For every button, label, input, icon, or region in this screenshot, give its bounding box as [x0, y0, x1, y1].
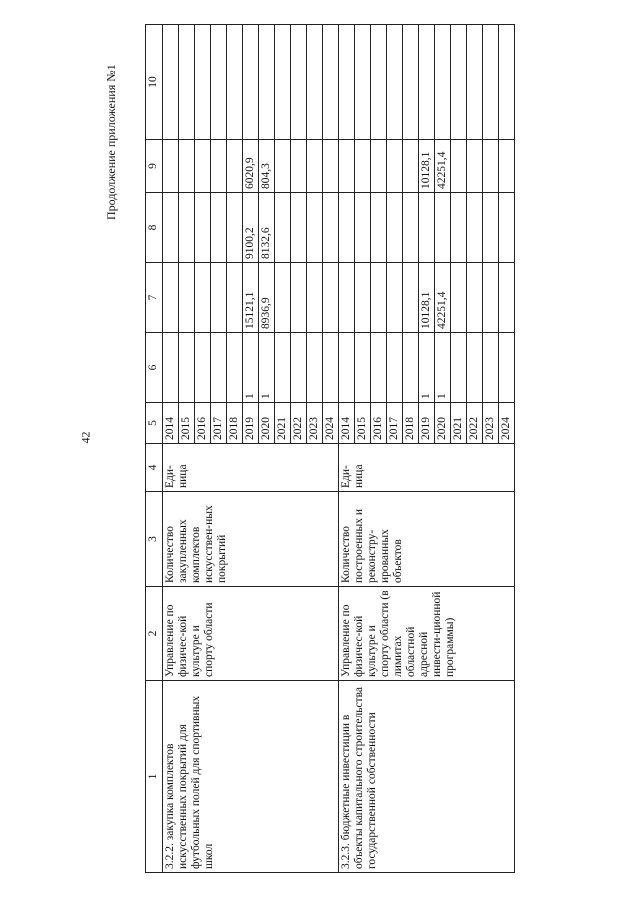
value-cell-c8: [179, 140, 195, 193]
value-cell-c7: [195, 193, 211, 263]
value-cell-c10: [227, 25, 243, 140]
value-cell-c10: [467, 25, 483, 140]
page-number: 42: [78, 431, 93, 444]
year-cell: 2023: [483, 403, 499, 444]
value-cell-c5: [451, 333, 467, 403]
value-cell-c6: [339, 263, 355, 333]
year-cell: 2020: [435, 403, 451, 444]
year-cell: 2015: [355, 403, 371, 444]
value-cell-c6: [403, 263, 419, 333]
value-cell-c6: [323, 263, 339, 333]
year-cell: 2021: [451, 403, 467, 444]
value-cell-c10: [323, 25, 339, 140]
value-cell-c6: 10128,1: [419, 263, 435, 333]
value-cell-c6: [371, 263, 387, 333]
value-cell-c6: 42251,4: [435, 263, 451, 333]
value-cell-c8: [275, 140, 291, 193]
value-cell-c10: [419, 25, 435, 140]
value-cell-c7: [227, 193, 243, 263]
value-cell-c10: [435, 25, 451, 140]
table-body: [163, 25, 515, 873]
value-cell-c7: [403, 193, 419, 263]
value-cell-c10: [483, 25, 499, 140]
value-cell-c5: [307, 333, 323, 403]
value-cell-c8: 6020,9: [243, 140, 259, 193]
value-cell-c7: [451, 193, 467, 263]
cell-c1: 3.2.3. бюджетные инвестиции в объекты капитального строительства государственной собственности: [339, 681, 515, 873]
year-cell: 2024: [323, 403, 339, 444]
year-cell: 2019: [419, 403, 435, 444]
value-cell-c6: [211, 263, 227, 333]
value-cell-c5: [227, 333, 243, 403]
value-cell-c6: [163, 263, 179, 333]
value-cell-c7: [339, 193, 355, 263]
value-cell-c6: [451, 263, 467, 333]
value-cell-c5: [163, 333, 179, 403]
cell-c1: 3.2.2. закупка комплектов искусственных покрытий для футбольных полей для спортивных школ: [163, 681, 339, 873]
column-header-3: 3: [146, 492, 163, 587]
value-cell-c8: [307, 140, 323, 193]
year-cell: 2017: [211, 403, 227, 444]
value-cell-c8: [211, 140, 227, 193]
year-cell: 2023: [307, 403, 323, 444]
year-cell: 2022: [467, 403, 483, 444]
value-cell-c6: [483, 263, 499, 333]
cell-c4: Еди-ница: [163, 444, 339, 492]
value-cell-c5: [499, 333, 515, 403]
value-cell-c8: [227, 140, 243, 193]
value-cell-c8: 42251,4: [435, 140, 451, 193]
year-cell: 2016: [195, 403, 211, 444]
cell-c3: Количество построенных и реконстру-ированных объектов: [339, 492, 515, 587]
value-cell-c10: [403, 25, 419, 140]
year-cell: 2021: [275, 403, 291, 444]
column-header-10: 10: [146, 25, 163, 140]
value-cell-c7: [355, 193, 371, 263]
value-cell-c7: [323, 193, 339, 263]
value-cell-c5: [291, 333, 307, 403]
value-cell-c5: 1: [419, 333, 435, 403]
year-cell: 2024: [499, 403, 515, 444]
value-cell-c8: [467, 140, 483, 193]
value-cell-c8: 10128,1: [419, 140, 435, 193]
value-cell-c5: [403, 333, 419, 403]
year-cell: 2018: [403, 403, 419, 444]
value-cell-c6: [387, 263, 403, 333]
year-cell: 2017: [387, 403, 403, 444]
value-cell-c7: [275, 193, 291, 263]
year-cell: 2014: [163, 403, 179, 444]
value-cell-c10: [291, 25, 307, 140]
value-cell-c6: [467, 263, 483, 333]
value-cell-c5: [275, 333, 291, 403]
continuation-caption: Продолжение приложения №1: [104, 64, 118, 220]
year-cell: 2020: [259, 403, 275, 444]
column-header-7: 7: [146, 263, 163, 333]
value-cell-c8: [355, 140, 371, 193]
value-cell-c8: [323, 140, 339, 193]
value-cell-c10: [499, 25, 515, 140]
value-cell-c6: [307, 263, 323, 333]
value-cell-c8: [403, 140, 419, 193]
value-cell-c6: [227, 263, 243, 333]
column-header-8: 8: [146, 193, 163, 263]
year-cell: 2019: [243, 403, 259, 444]
value-cell-c10: [451, 25, 467, 140]
value-cell-c8: [499, 140, 515, 193]
cell-c4: Еди-ница: [339, 444, 515, 492]
value-cell-c8: 804,3: [259, 140, 275, 193]
value-cell-c7: [179, 193, 195, 263]
value-cell-c6: [179, 263, 195, 333]
value-cell-c10: [387, 25, 403, 140]
column-header-2: 2: [146, 587, 163, 681]
value-cell-c7: [435, 193, 451, 263]
value-cell-c7: [211, 193, 227, 263]
value-cell-c6: [499, 263, 515, 333]
cell-c2: Управление по физичес-кой культуре и спорту области: [163, 587, 339, 681]
value-cell-c8: [483, 140, 499, 193]
value-cell-c7: [371, 193, 387, 263]
value-cell-c8: [339, 140, 355, 193]
value-cell-c7: [387, 193, 403, 263]
value-cell-c10: [195, 25, 211, 140]
value-cell-c8: [371, 140, 387, 193]
value-cell-c5: [323, 333, 339, 403]
value-cell-c5: 1: [259, 333, 275, 403]
value-cell-c10: [275, 25, 291, 140]
column-header-6: 6: [146, 333, 163, 403]
value-cell-c6: [291, 263, 307, 333]
column-header-9: 9: [146, 140, 163, 193]
value-cell-c5: 1: [435, 333, 451, 403]
value-cell-c5: [195, 333, 211, 403]
value-cell-c5: [371, 333, 387, 403]
value-cell-c8: [451, 140, 467, 193]
value-cell-c8: [387, 140, 403, 193]
value-cell-c7: [419, 193, 435, 263]
cell-c3: Количество закупленных комплектов искусствен-ных покрытий: [163, 492, 339, 587]
value-cell-c7: [307, 193, 323, 263]
value-cell-c7: 9100,2: [243, 193, 259, 263]
value-cell-c6: [355, 263, 371, 333]
value-cell-c5: [179, 333, 195, 403]
year-cell: 2014: [339, 403, 355, 444]
value-cell-c5: [483, 333, 499, 403]
year-cell: 2016: [371, 403, 387, 444]
year-cell: 2015: [179, 403, 195, 444]
rotated-table-wrapper: [145, 25, 592, 873]
value-cell-c5: [355, 333, 371, 403]
value-cell-c6: 15121,1: [243, 263, 259, 333]
header-row: [146, 25, 163, 873]
program-table: [145, 24, 515, 873]
value-cell-c8: [195, 140, 211, 193]
column-header-4: 4: [146, 444, 163, 492]
value-cell-c5: 1: [243, 333, 259, 403]
value-cell-c7: [163, 193, 179, 263]
value-cell-c10: [163, 25, 179, 140]
value-cell-c10: [307, 25, 323, 140]
year-cell: 2022: [291, 403, 307, 444]
table-row: [339, 25, 355, 873]
value-cell-c7: [483, 193, 499, 263]
value-cell-c6: [275, 263, 291, 333]
value-cell-c8: [291, 140, 307, 193]
value-cell-c10: [243, 25, 259, 140]
value-cell-c10: [339, 25, 355, 140]
year-cell: 2018: [227, 403, 243, 444]
column-header-1: 1: [146, 681, 163, 873]
value-cell-c7: [291, 193, 307, 263]
value-cell-c8: [163, 140, 179, 193]
value-cell-c5: [387, 333, 403, 403]
value-cell-c5: [467, 333, 483, 403]
column-header-5: 5: [146, 403, 163, 444]
value-cell-c10: [259, 25, 275, 140]
value-cell-c5: [339, 333, 355, 403]
value-cell-c6: [195, 263, 211, 333]
value-cell-c7: 8132,6: [259, 193, 275, 263]
value-cell-c10: [211, 25, 227, 140]
value-cell-c7: [499, 193, 515, 263]
value-cell-c6: 8936,9: [259, 263, 275, 333]
value-cell-c10: [179, 25, 195, 140]
table-row: [163, 25, 179, 873]
value-cell-c5: [211, 333, 227, 403]
value-cell-c10: [371, 25, 387, 140]
value-cell-c7: [467, 193, 483, 263]
cell-c2: Управление по физичес-кой культуре и спорту области (в лимитах областной адресной инвести-ционной программы): [339, 587, 515, 681]
value-cell-c10: [355, 25, 371, 140]
